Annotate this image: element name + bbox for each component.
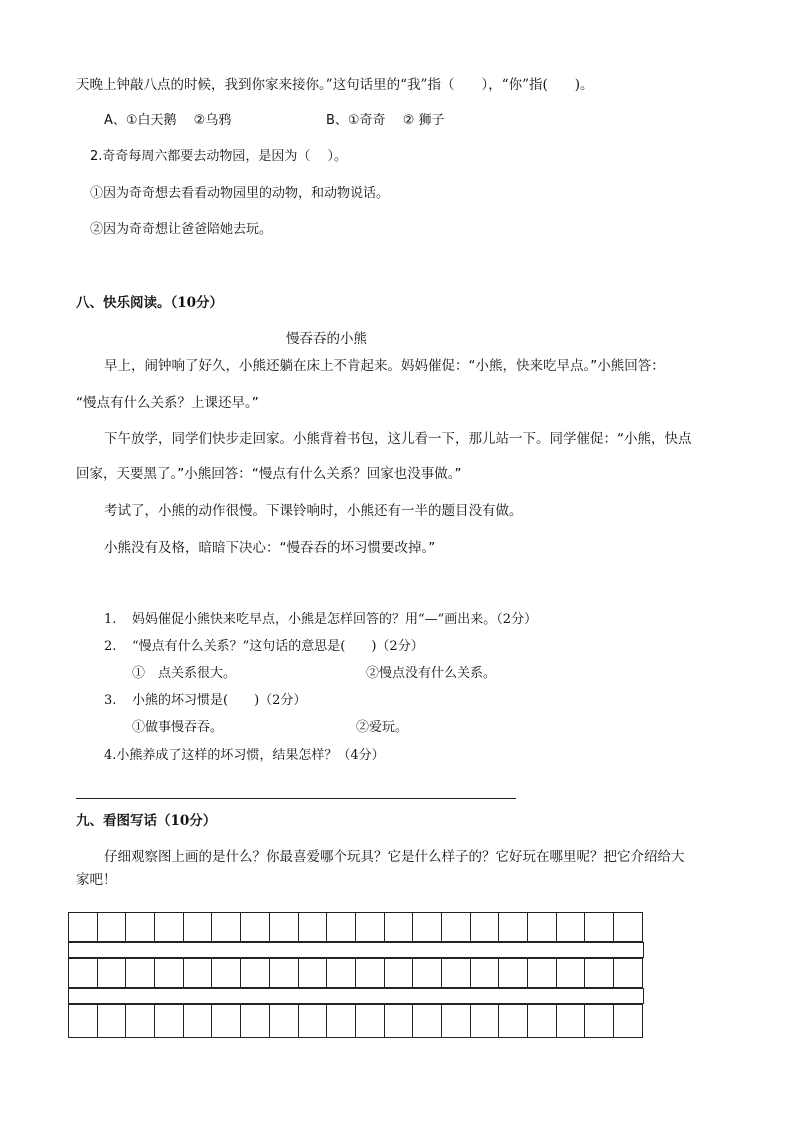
writing-grid-row-2[interactable] bbox=[68, 958, 643, 988]
grid-cell[interactable] bbox=[614, 912, 643, 942]
writing-prompt-line-1: 仔细观察图上画的是什么？你最喜爱哪个玩具？它是什么样子的？它好玩在哪里呢？把它介绍给大 bbox=[104, 849, 685, 865]
story-paragraph-2-line-1: 下午放学，同学们快步走回家。小熊背着书包，这儿看一下，那儿站一下。同学催促：“小熊，快点 bbox=[104, 431, 692, 447]
grid-cell[interactable] bbox=[557, 958, 586, 988]
reading-question-2: “慢点有什么关系？”这句话的意思是( )（2分） bbox=[132, 639, 424, 654]
section-8-heading: 八、快乐阅读。（10分） bbox=[76, 295, 224, 311]
grid-cell[interactable] bbox=[499, 1004, 528, 1038]
reading-question-3-option-2: ②爱玩。 bbox=[356, 720, 409, 735]
grid-cell[interactable] bbox=[270, 1004, 299, 1038]
question-2: 2.奇奇每周六都要去动物园，是因为（ ）。 bbox=[90, 149, 348, 164]
grid-cell[interactable] bbox=[614, 958, 643, 988]
grid-cell[interactable] bbox=[126, 912, 155, 942]
story-paragraph-2-line-2: 回家，天要黑了。”小熊回答：“慢点有什么关系？回家也没事做。” bbox=[76, 466, 462, 482]
grid-cell[interactable] bbox=[499, 912, 528, 942]
grid-cell[interactable] bbox=[69, 912, 98, 942]
reading-question-3-number: 3. bbox=[104, 693, 117, 708]
grid-cell[interactable] bbox=[356, 1004, 385, 1038]
reading-question-4: 4.小熊养成了这样的坏习惯，结果怎样？（4分） bbox=[104, 748, 385, 763]
grid-cell[interactable] bbox=[356, 958, 385, 988]
story-paragraph-3: 考试了，小熊的动作很慢。下课铃响时，小熊还有一半的题目没有做。 bbox=[104, 503, 523, 519]
grid-spacer bbox=[68, 988, 644, 1004]
grid-cell[interactable] bbox=[98, 912, 127, 942]
grid-cell[interactable] bbox=[299, 958, 328, 988]
grid-cell[interactable] bbox=[471, 958, 500, 988]
grid-cell[interactable] bbox=[528, 912, 557, 942]
grid-cell[interactable] bbox=[184, 912, 213, 942]
grid-cell[interactable] bbox=[585, 958, 614, 988]
option-b: B、①奇奇 ② 狮子 bbox=[326, 113, 445, 128]
grid-cell[interactable] bbox=[98, 958, 127, 988]
grid-cell[interactable] bbox=[212, 958, 241, 988]
grid-cell[interactable] bbox=[614, 1004, 643, 1038]
reading-question-1: 妈妈催促小熊快来吃早点，小熊是怎样回答的？用“—”画出来。（2分） bbox=[132, 612, 538, 627]
grid-cell[interactable] bbox=[442, 1004, 471, 1038]
story-paragraph-1-line-2: “慢点有什么关系？上课还早。” bbox=[76, 395, 259, 411]
question-2-option-2: ②因为奇奇想让爸爸陪她去玩。 bbox=[90, 222, 273, 237]
grid-cell[interactable] bbox=[69, 1004, 98, 1038]
story-paragraph-1-line-1: 早上，闹钟响了好久，小熊还躺在床上不肯起来。妈妈催促：“小熊，快来吃早点。”小熊回答： bbox=[104, 358, 665, 374]
grid-cell[interactable] bbox=[585, 1004, 614, 1038]
grid-cell[interactable] bbox=[212, 912, 241, 942]
story-title: 慢吞吞的小熊 bbox=[286, 331, 367, 347]
grid-cell[interactable] bbox=[327, 1004, 356, 1038]
grid-cell[interactable] bbox=[241, 912, 270, 942]
question-text: 天晚上钟敲八点的时候，我到你家来接你。”这句话里的“我”指（ ），“你”指( )。 bbox=[76, 77, 594, 93]
grid-cell[interactable] bbox=[155, 958, 184, 988]
grid-cell[interactable] bbox=[385, 958, 414, 988]
grid-cell[interactable] bbox=[327, 958, 356, 988]
grid-cell[interactable] bbox=[528, 958, 557, 988]
grid-cell[interactable] bbox=[184, 958, 213, 988]
grid-cell[interactable] bbox=[413, 958, 442, 988]
reading-question-3: 小熊的坏习惯是( )（2分） bbox=[132, 693, 307, 708]
grid-cell[interactable] bbox=[585, 912, 614, 942]
grid-cell[interactable] bbox=[442, 958, 471, 988]
grid-cell[interactable] bbox=[557, 1004, 586, 1038]
reading-question-2-number: 2. bbox=[104, 639, 117, 654]
grid-cell[interactable] bbox=[557, 912, 586, 942]
grid-cell[interactable] bbox=[126, 958, 155, 988]
grid-cell[interactable] bbox=[413, 1004, 442, 1038]
reading-question-2-option-2: ②慢点没有什么关系。 bbox=[366, 666, 497, 681]
grid-cell[interactable] bbox=[212, 1004, 241, 1038]
grid-cell[interactable] bbox=[471, 912, 500, 942]
grid-cell[interactable] bbox=[327, 912, 356, 942]
grid-cell[interactable] bbox=[413, 912, 442, 942]
grid-cell[interactable] bbox=[184, 1004, 213, 1038]
grid-cell[interactable] bbox=[385, 1004, 414, 1038]
grid-cell[interactable] bbox=[299, 1004, 328, 1038]
grid-cell[interactable] bbox=[385, 912, 414, 942]
reading-question-2-option-1: ① 点关系很大。 bbox=[132, 666, 237, 681]
grid-cell[interactable] bbox=[356, 912, 385, 942]
grid-cell[interactable] bbox=[155, 912, 184, 942]
grid-cell[interactable] bbox=[442, 912, 471, 942]
grid-cell[interactable] bbox=[241, 1004, 270, 1038]
grid-cell[interactable] bbox=[126, 1004, 155, 1038]
option-a: A、①白天鹅 ②乌鸦 bbox=[104, 113, 232, 128]
writing-grid-row-3[interactable] bbox=[68, 1004, 643, 1038]
writing-prompt-line-2: 家吧！ bbox=[76, 872, 117, 888]
grid-cell[interactable] bbox=[241, 958, 270, 988]
answer-line[interactable] bbox=[76, 798, 516, 799]
reading-question-1-number: 1. bbox=[104, 612, 117, 627]
grid-cell[interactable] bbox=[471, 1004, 500, 1038]
grid-cell[interactable] bbox=[98, 1004, 127, 1038]
grid-cell[interactable] bbox=[499, 958, 528, 988]
writing-grid-row-1[interactable] bbox=[68, 912, 643, 942]
question-2-option-1: ①因为奇奇想去看看动物园里的动物，和动物说话。 bbox=[90, 186, 390, 201]
grid-cell[interactable] bbox=[299, 912, 328, 942]
section-9-heading: 九、看图写话（10分） bbox=[76, 813, 217, 829]
grid-cell[interactable] bbox=[155, 1004, 184, 1038]
grid-cell[interactable] bbox=[528, 1004, 557, 1038]
grid-cell[interactable] bbox=[270, 912, 299, 942]
story-paragraph-4: 小熊没有及格，暗暗下决心：“慢吞吞的坏习惯要改掉。” bbox=[104, 540, 436, 556]
reading-question-3-option-1: ①做事慢吞吞。 bbox=[132, 720, 224, 735]
grid-cell[interactable] bbox=[270, 958, 299, 988]
grid-cell[interactable] bbox=[69, 958, 98, 988]
grid-spacer bbox=[68, 942, 644, 958]
